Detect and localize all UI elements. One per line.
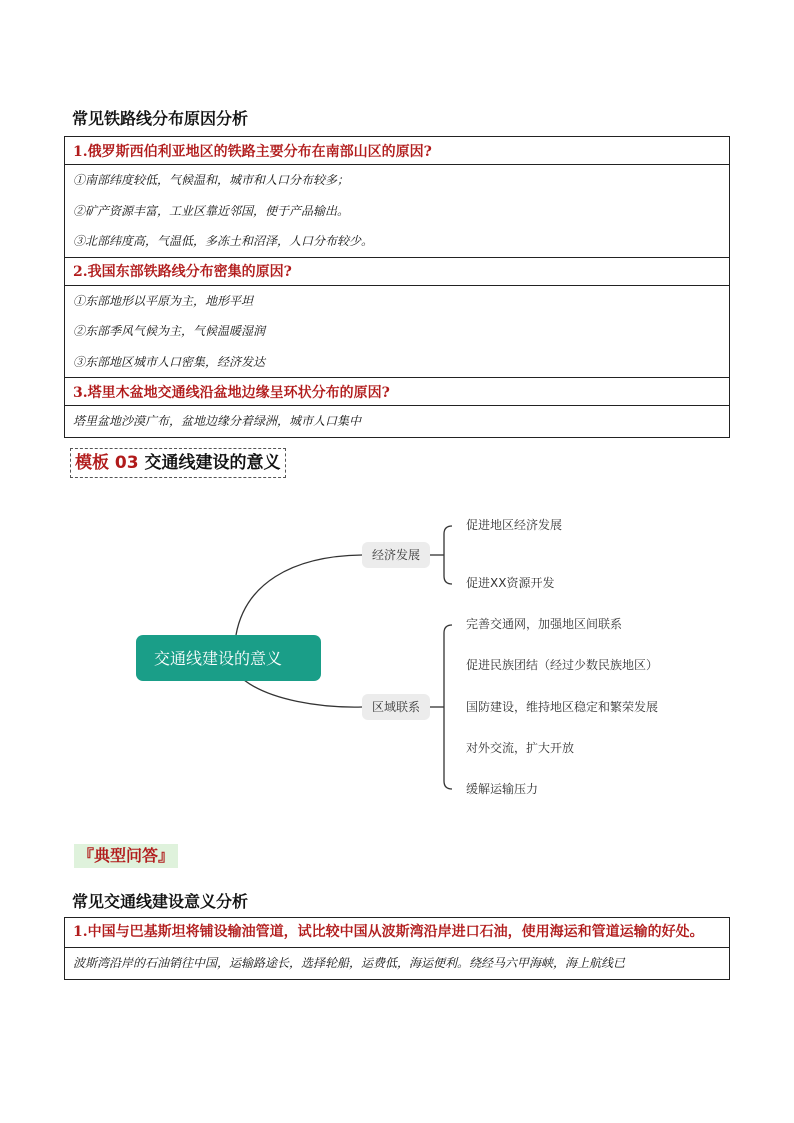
answer-2-line-3: ③东部地区城市人口密集，经济发达	[73, 354, 266, 369]
mind-map	[0, 490, 794, 810]
root-node-label: 交通线建设的意义	[153, 649, 283, 668]
leaf-region-4: 对外交流，扩大开放	[466, 741, 575, 755]
answer-1-line-2: ②矿产资源丰富，工业区靠近邻国，便于产品输出。	[73, 203, 350, 218]
template-tag: 模板 03	[75, 453, 139, 473]
connector-root-economy	[236, 555, 362, 635]
answer-2-line-1: ①东部地形以平原为主，地形平坦	[73, 293, 254, 308]
typical-qa-header: 『典型问答』	[74, 844, 178, 868]
transport-qa-table	[64, 917, 730, 980]
question-transport-1: 1.中国与巴基斯坦将铺设输油管道，试比较中国从波斯湾沿岸进口石油，使用海运和管道运输的好处。	[65, 918, 730, 948]
answer-1-line-1: ①南部纬度较低，气候温和，城市和人口分布较多；	[73, 173, 350, 187]
heading-transport-significance: 常见交通线建设意义分析	[72, 892, 249, 911]
answer-1	[65, 165, 730, 258]
template-title-text: 交通线建设的意义	[144, 453, 281, 473]
question-3: 3.塔里木盆地交通线沿盆地边缘呈环状分布的原因?	[65, 378, 730, 406]
answer-3-line-1: 塔里盆地沙漠广布，盆地边缘分着绿洲，城市人口集中	[73, 414, 362, 428]
branch-region-label: 区域联系	[371, 700, 421, 714]
leaf-region-3: 国防建设，维持地区稳定和繁荣发展	[466, 700, 659, 714]
railway-qa-table	[64, 136, 730, 438]
leaf-economy-2: 促进XX资源开发	[466, 576, 555, 590]
question-1: 1.俄罗斯西伯利亚地区的铁路主要分布在南部山区的原因?	[65, 137, 730, 165]
answer-2-line-2: ②东部季风气候为主，气候温暖湿润	[73, 324, 266, 338]
connector-root-region	[244, 680, 362, 707]
answer-transport-1	[65, 948, 730, 980]
heading-railway-analysis: 常见铁路线分布原因分析	[72, 109, 249, 128]
branch-economy-label: 经济发展	[371, 548, 421, 562]
question-2: 2.我国东部铁路线分布密集的原因?	[65, 257, 730, 285]
answer-transport-1-line: 波斯湾沿岸的石油销往中国，运输路途长，选择轮船，运费低，海运便利。绕经马六甲海峡，海上航线已	[73, 956, 626, 970]
template-title	[70, 448, 286, 478]
leaf-region-1: 完善交通网，加强地区间联系	[466, 617, 623, 631]
answer-1-line-3: ③北部纬度高，气温低，多冻土和沼泽，人口分布较少。	[73, 234, 374, 248]
bracket-economy	[444, 526, 452, 584]
answer-3	[65, 406, 730, 438]
leaf-economy-1: 促进地区经济发展	[466, 518, 563, 532]
answer-2	[65, 285, 730, 378]
leaf-region-2: 促进民族团结（经过少数民族地区）	[466, 658, 659, 672]
leaf-region-5: 缓解运输压力	[466, 782, 539, 796]
bracket-region	[444, 625, 452, 789]
